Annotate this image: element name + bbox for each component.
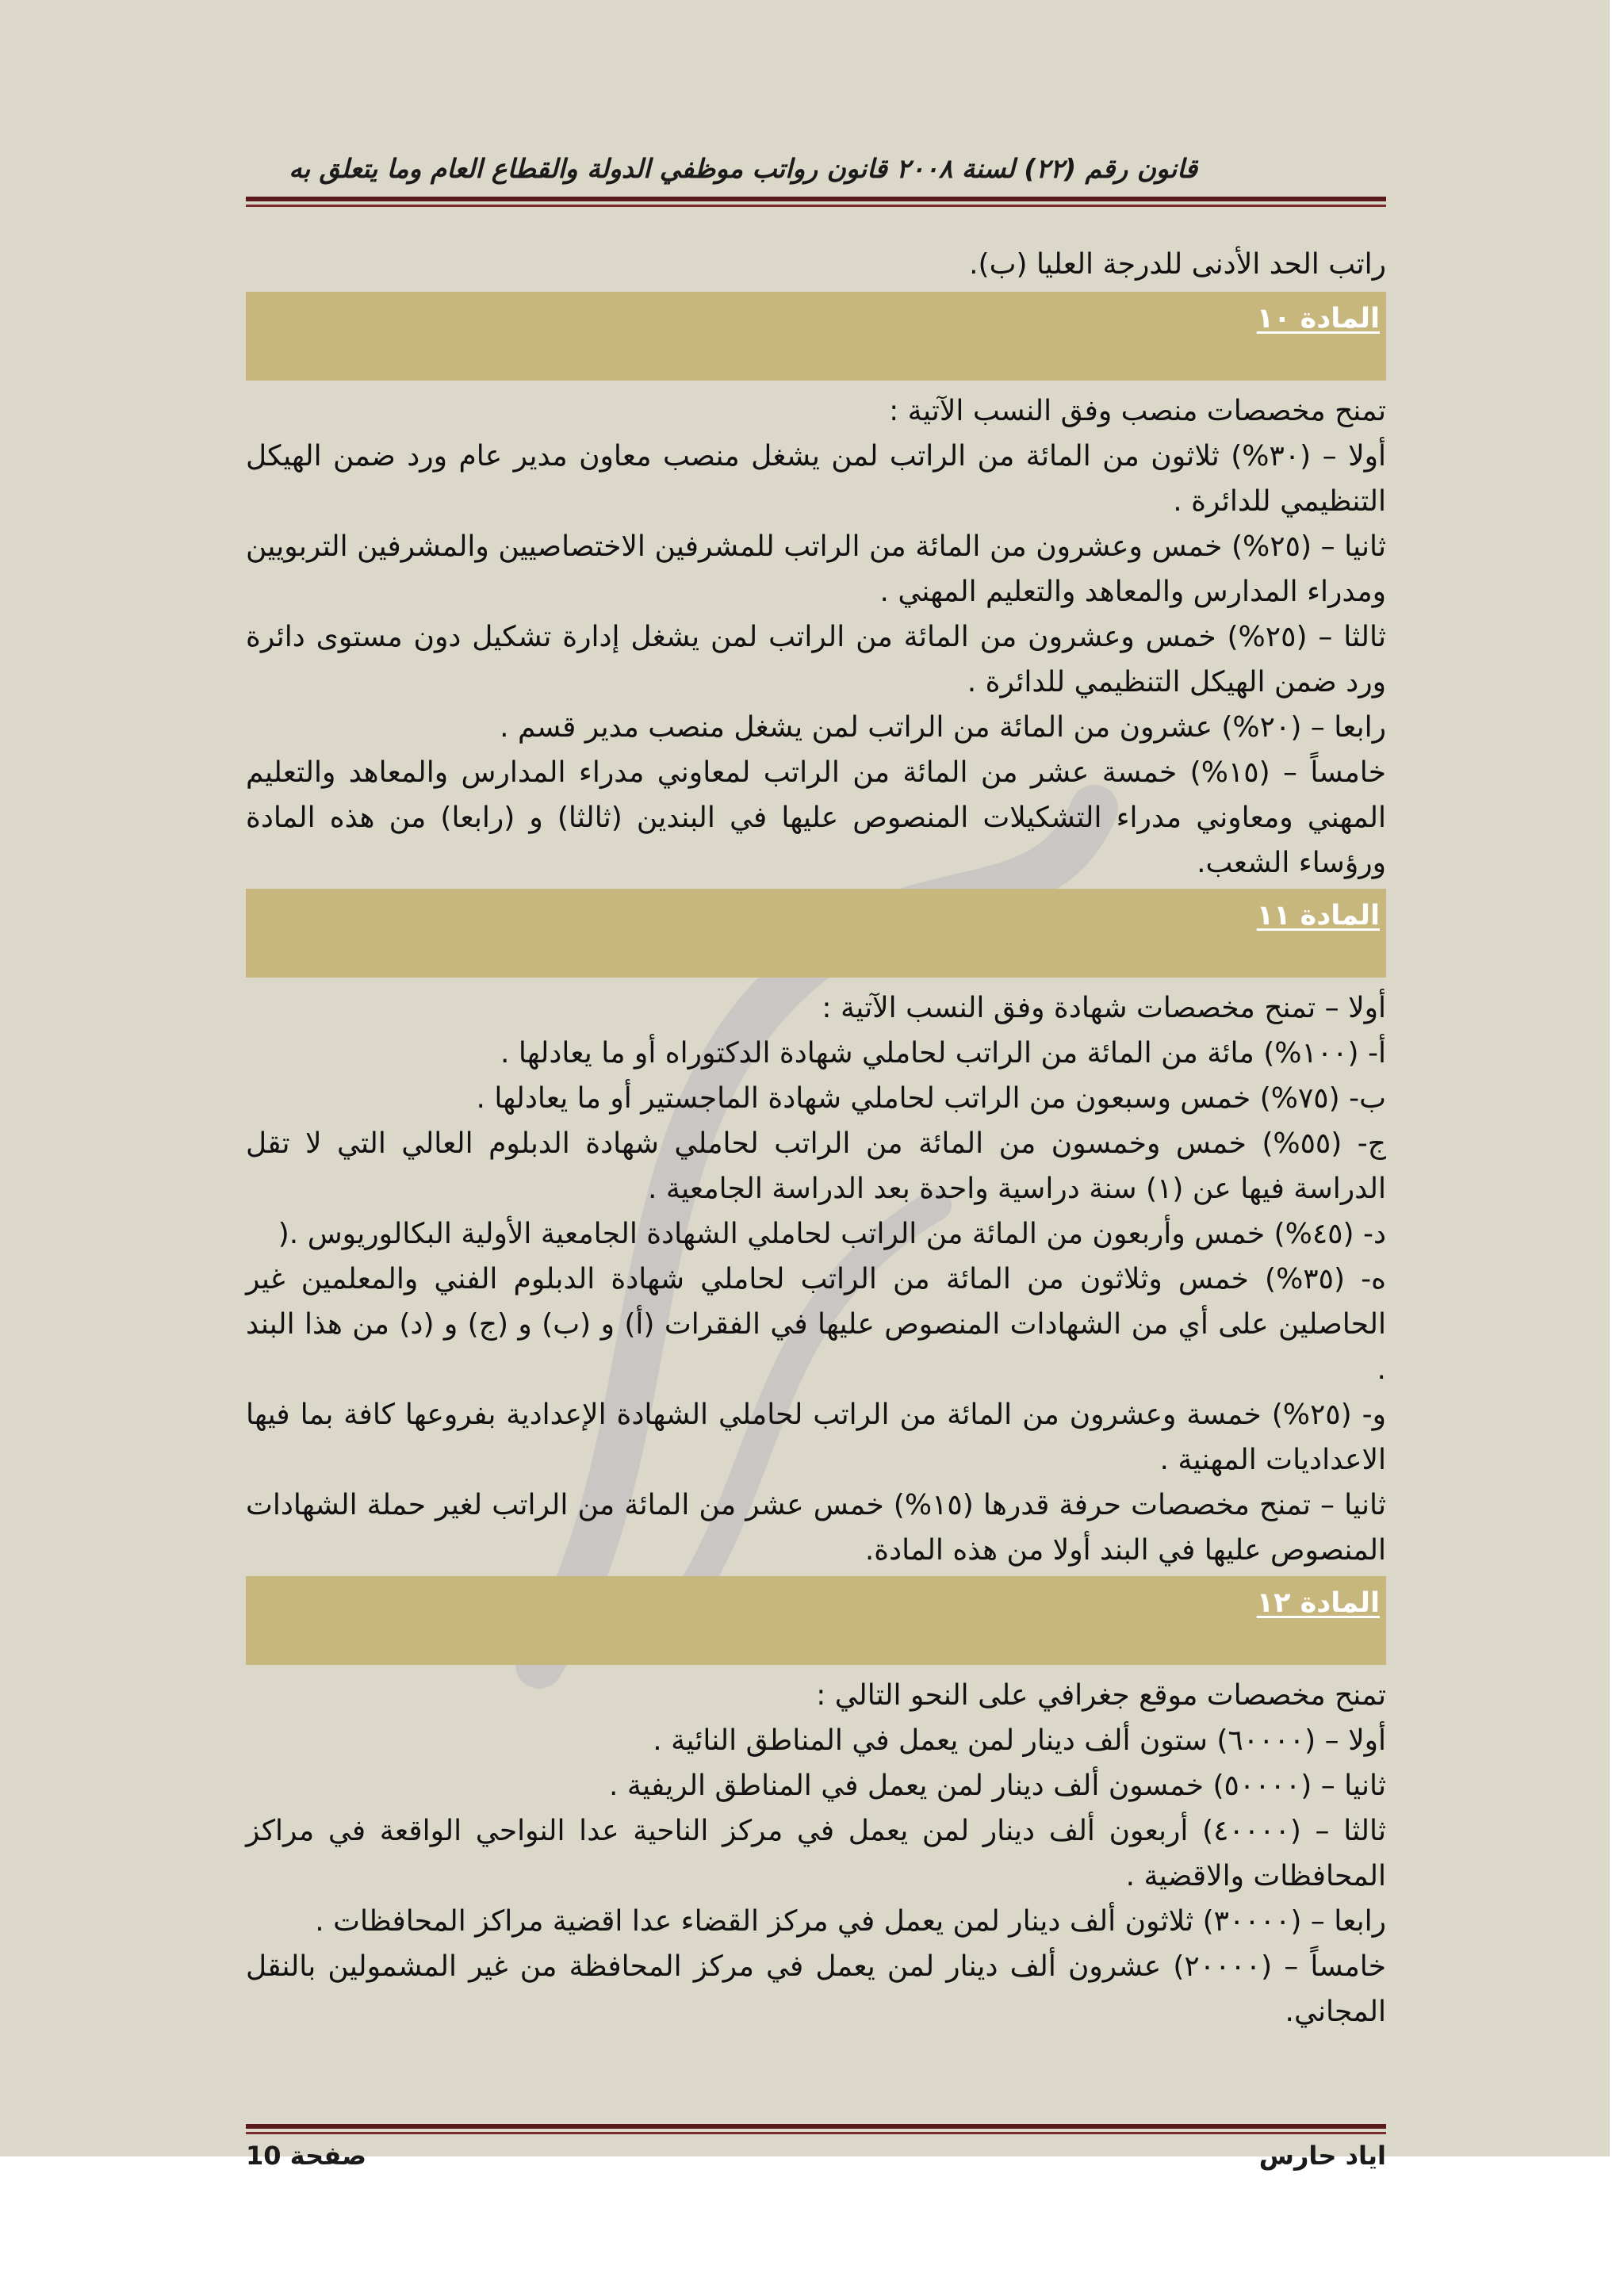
- article-11-line: و- (٢٥%) خمسة وعشرون من المائة من الراتب لحاملي الشهادة الإعدادية بفروعها كافة بما فيها الاعداديات المهنية .: [246, 1399, 1386, 1476]
- article-10-line: ثانيا – (٢٥%) خمس وعشرون من المائة من الراتب للمشرفين الاختصاصيين والمشرفين التربويين ومدراء المدارس والمعاهد والتعليم المهني .: [246, 530, 1386, 608]
- document-body: [246, 242, 1386, 2034]
- article-10-line: خامساً – (١٥%) خمسة عشر من المائة من الراتب لمعاوني مدراء المدارس والمعاهد والتعليم المهني ومعاوني مدراء التشكيلات المنصوص عليها في البندين (ثالثا) و (رابعا) من هذه المادة ورؤساء الشعب.: [246, 756, 1386, 879]
- article-10-heading-bar: [246, 292, 1386, 381]
- running-header: قانون رقم (٢٢) لسنة ٢٠٠٨ قانون رواتب موظفي الدولة والقطاع العام وما يتعلق به: [289, 153, 1197, 184]
- article-10-line: أولا – (٣٠%) ثلاثون من المائة من الراتب لمن يشغل منصب معاون مدير عام ورد ضمن الهيكل التنظيمي للدائرة .: [246, 440, 1386, 518]
- article-10-line: ثالثا – (٢٥%) خمس وعشرون من المائة من الراتب لمن يشغل إدارة تشكيل دون مستوى دائرة ورد ضمن الهيكل التنظيمي للدائرة .: [246, 621, 1386, 698]
- article-10-line: رابعا – (٢٠%) عشرون من المائة من الراتب لمن يشغل منصب مدير قسم .: [500, 711, 1386, 744]
- article-12-line: ثالثا – (٤٠٠٠٠) أربعون ألف دينار لمن يعمل في مركز الناحية عدا النواحي الواقعة في مراكز المحافظات والاقضية .: [246, 1815, 1386, 1892]
- article-10-line: تمنح مخصصات منصب وفق النسب الآتية :: [889, 395, 1386, 427]
- article-11-title: المادة ١١: [1256, 900, 1380, 932]
- page-number: صفحة 10: [246, 2141, 367, 2171]
- article-11-line: أ- (١٠٠%) مائة من المائة من الراتب لحاملي شهادة الدكتوراه أو ما يعادلها .: [500, 1037, 1386, 1070]
- article-12-line: تمنح مخصصات موقع جغرافي على النحو التالي :: [816, 1679, 1386, 1712]
- article-11-body: [246, 985, 1386, 1573]
- header-rule-thin: [246, 205, 1386, 207]
- author-name: اياد حارس: [1258, 2141, 1386, 2171]
- article-12-body: [246, 1673, 1386, 2034]
- article-11-line: ه- (٣٥%) خمس وثلاثون من المائة من الراتب لحاملي شهادة الدبلوم الفني والمعلمين غير الحاصلين على أي من الشهادات المنصوص عليها في الفقرات (أ) و (ب) و (ج) و (د) من هذا البند .: [246, 1263, 1386, 1386]
- article-12-title: المادة ١٢: [1256, 1587, 1380, 1619]
- intro-paragraph: راتب الحد الأدنى للدرجة العليا (ب).: [969, 248, 1386, 281]
- article-12-line: خامساً – (٢٠٠٠٠) عشرون ألف دينار لمن يعمل في مركز المحافظة من غير المشمولين بالنقل المجاني.: [246, 1950, 1386, 2028]
- article-11-line: د- (٤٥%) خمس وأربعون من المائة من الراتب لحاملي الشهادة الجامعية الأولية البكالوريوس .(: [278, 1218, 1386, 1250]
- page-bottom-margin: [0, 2156, 1624, 2296]
- article-12-heading-bar: [246, 1576, 1386, 1665]
- article-12-line: أولا – (٦٠٠٠٠) ستون ألف دينار لمن يعمل في المناطق النائية .: [653, 1724, 1386, 1757]
- article-12-line: رابعا – (٣٠٠٠٠) ثلاثون ألف دينار لمن يعمل في مركز القضاء عدا اقضية مراكز المحافظات .: [315, 1905, 1386, 1938]
- page-edge: [1610, 0, 1624, 2156]
- article-11-line: ج- (٥٥%) خمس وخمسون من المائة من الراتب لحاملي شهادة الدبلوم العالي التي لا تقل الدراسة فيها عن (١) سنة دراسية واحدة بعد الدراسة الجامعية .: [246, 1127, 1387, 1205]
- footer-rule-thick: [246, 2124, 1386, 2129]
- header-rule-thick: [246, 197, 1386, 201]
- footer-rule-thin: [246, 2132, 1386, 2134]
- article-10-title: المادة ١٠: [1256, 303, 1380, 335]
- article-11-line: ب- (٧٥%) خمس وسبعون من الراتب لحاملي شهادة الماجستير أو ما يعادلها .: [476, 1082, 1386, 1115]
- article-10-body: [246, 388, 1386, 886]
- article-11-line: أولا – تمنح مخصصات شهادة وفق النسب الآتية :: [822, 992, 1386, 1024]
- article-11-heading-bar: [246, 889, 1386, 978]
- article-12-line: ثانيا – (٥٠٠٠٠) خمسون ألف دينار لمن يعمل في المناطق الريفية .: [608, 1770, 1386, 1802]
- article-11-line: ثانيا – تمنح مخصصات حرفة قدرها (١٥%) خمس عشر من المائة من الراتب لغير حملة الشهادات المنصوص عليها في البند أولا من هذه المادة.: [246, 1489, 1386, 1567]
